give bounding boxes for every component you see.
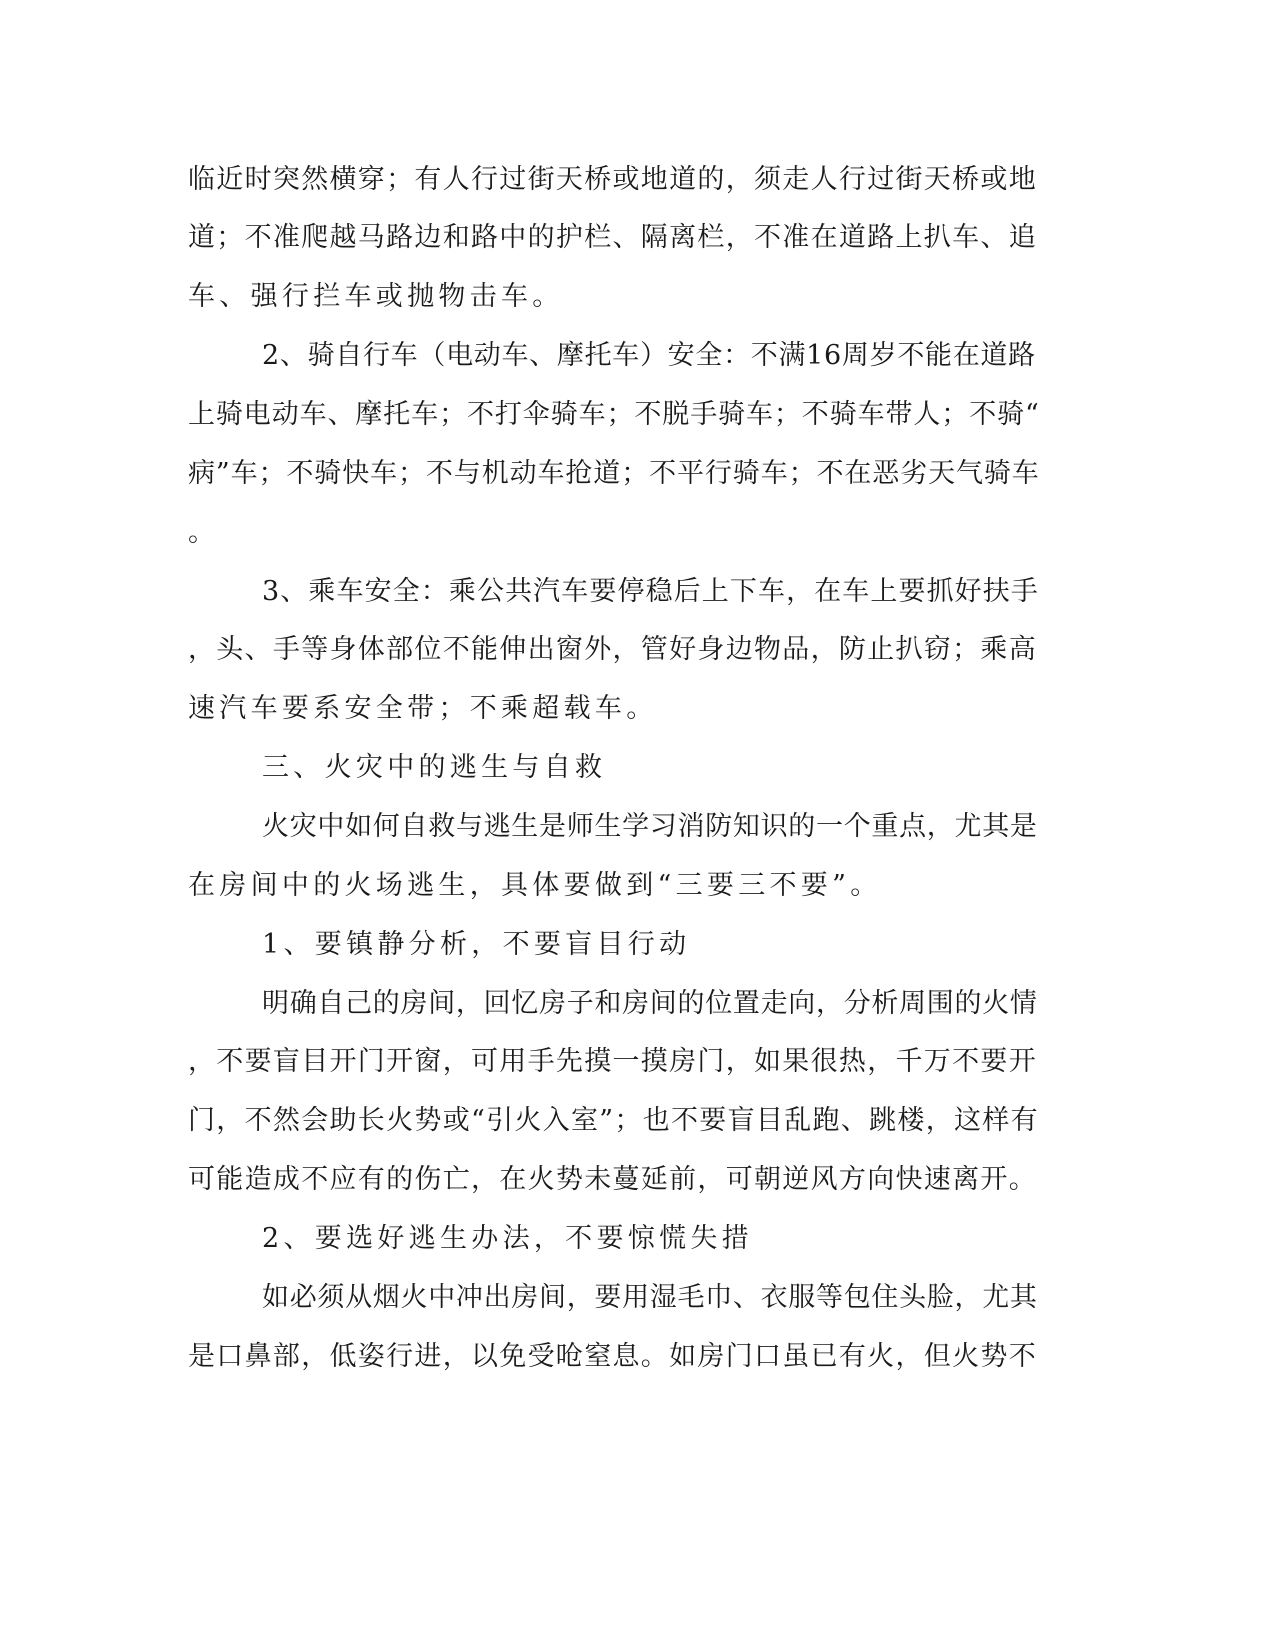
paragraph-start-line: 如必须从烟火中冲出房间，要用湿毛巾、衣服等包住头脸，尤其 bbox=[262, 1282, 1038, 1313]
text-line: 门，不然会助长火势或“引火入室”；也不要盲目乱跑、跳楼，这样有 bbox=[188, 1105, 1039, 1136]
text-line: 是口鼻部，低姿行进，以免受呛窒息。如房门口虽已有火，但火势不 bbox=[188, 1341, 1037, 1372]
text-line: 。 bbox=[188, 517, 220, 548]
paragraph-start-line: 2、骑自行车（电动车、摩托车）安全：不满16周岁不能在道路 bbox=[262, 340, 1036, 371]
subheading: 2、要选好逃生办法，不要惊慌失措 bbox=[262, 1223, 753, 1254]
text-line: 速汽车要系安全带；不乘超载车。 bbox=[188, 693, 658, 724]
text-line: 病”车；不骑快车；不与机动车抢道；不平行骑车；不在恶劣天气骑车 bbox=[188, 458, 1040, 489]
paragraph-start-line: 明确自己的房间，回忆房子和房间的位置走向，分析周围的火情 bbox=[262, 988, 1038, 1019]
text-line: 上骑电动车、摩托车；不打伞骑车；不脱手骑车；不骑车带人；不骑“ bbox=[188, 399, 1040, 430]
text-line: 可能造成不应有的伤亡，在火势未蔓延前，可朝逆风方向快速离开。 bbox=[188, 1164, 1037, 1195]
section-heading: 三、火灾中的逃生与自救 bbox=[262, 752, 607, 783]
text-line: 车、强行拦车或抛物击车。 bbox=[188, 281, 564, 312]
text-line: 道；不准爬越马路边和路中的护栏、隔离栏，不准在道路上扒车、追 bbox=[188, 222, 1037, 253]
subheading: 1、要镇静分析，不要盲目行动 bbox=[262, 929, 691, 960]
text-line: ，头、手等身体部位不能伸出窗外，管好身边物品，防止扒窃；乘高 bbox=[188, 634, 1037, 665]
paragraph-start-line: 3、乘车安全：乘公共汽车要停稳后上下车，在车上要抓好扶手 bbox=[262, 576, 1039, 607]
text-line: ，不要盲目开门开窗，可用手先摸一摸房门，如果很热，千万不要开 bbox=[188, 1046, 1037, 1077]
paragraph-start-line: 火灾中如何自救与逃生是师生学习消防知识的一个重点，尤其是 bbox=[262, 811, 1038, 842]
text-line: 在房间中的火场逃生，具体要做到“三要三不要”。 bbox=[188, 870, 882, 901]
text-line: 临近时突然横穿；有人行过街天桥或地道的，须走人行过街天桥或地 bbox=[188, 164, 1037, 195]
